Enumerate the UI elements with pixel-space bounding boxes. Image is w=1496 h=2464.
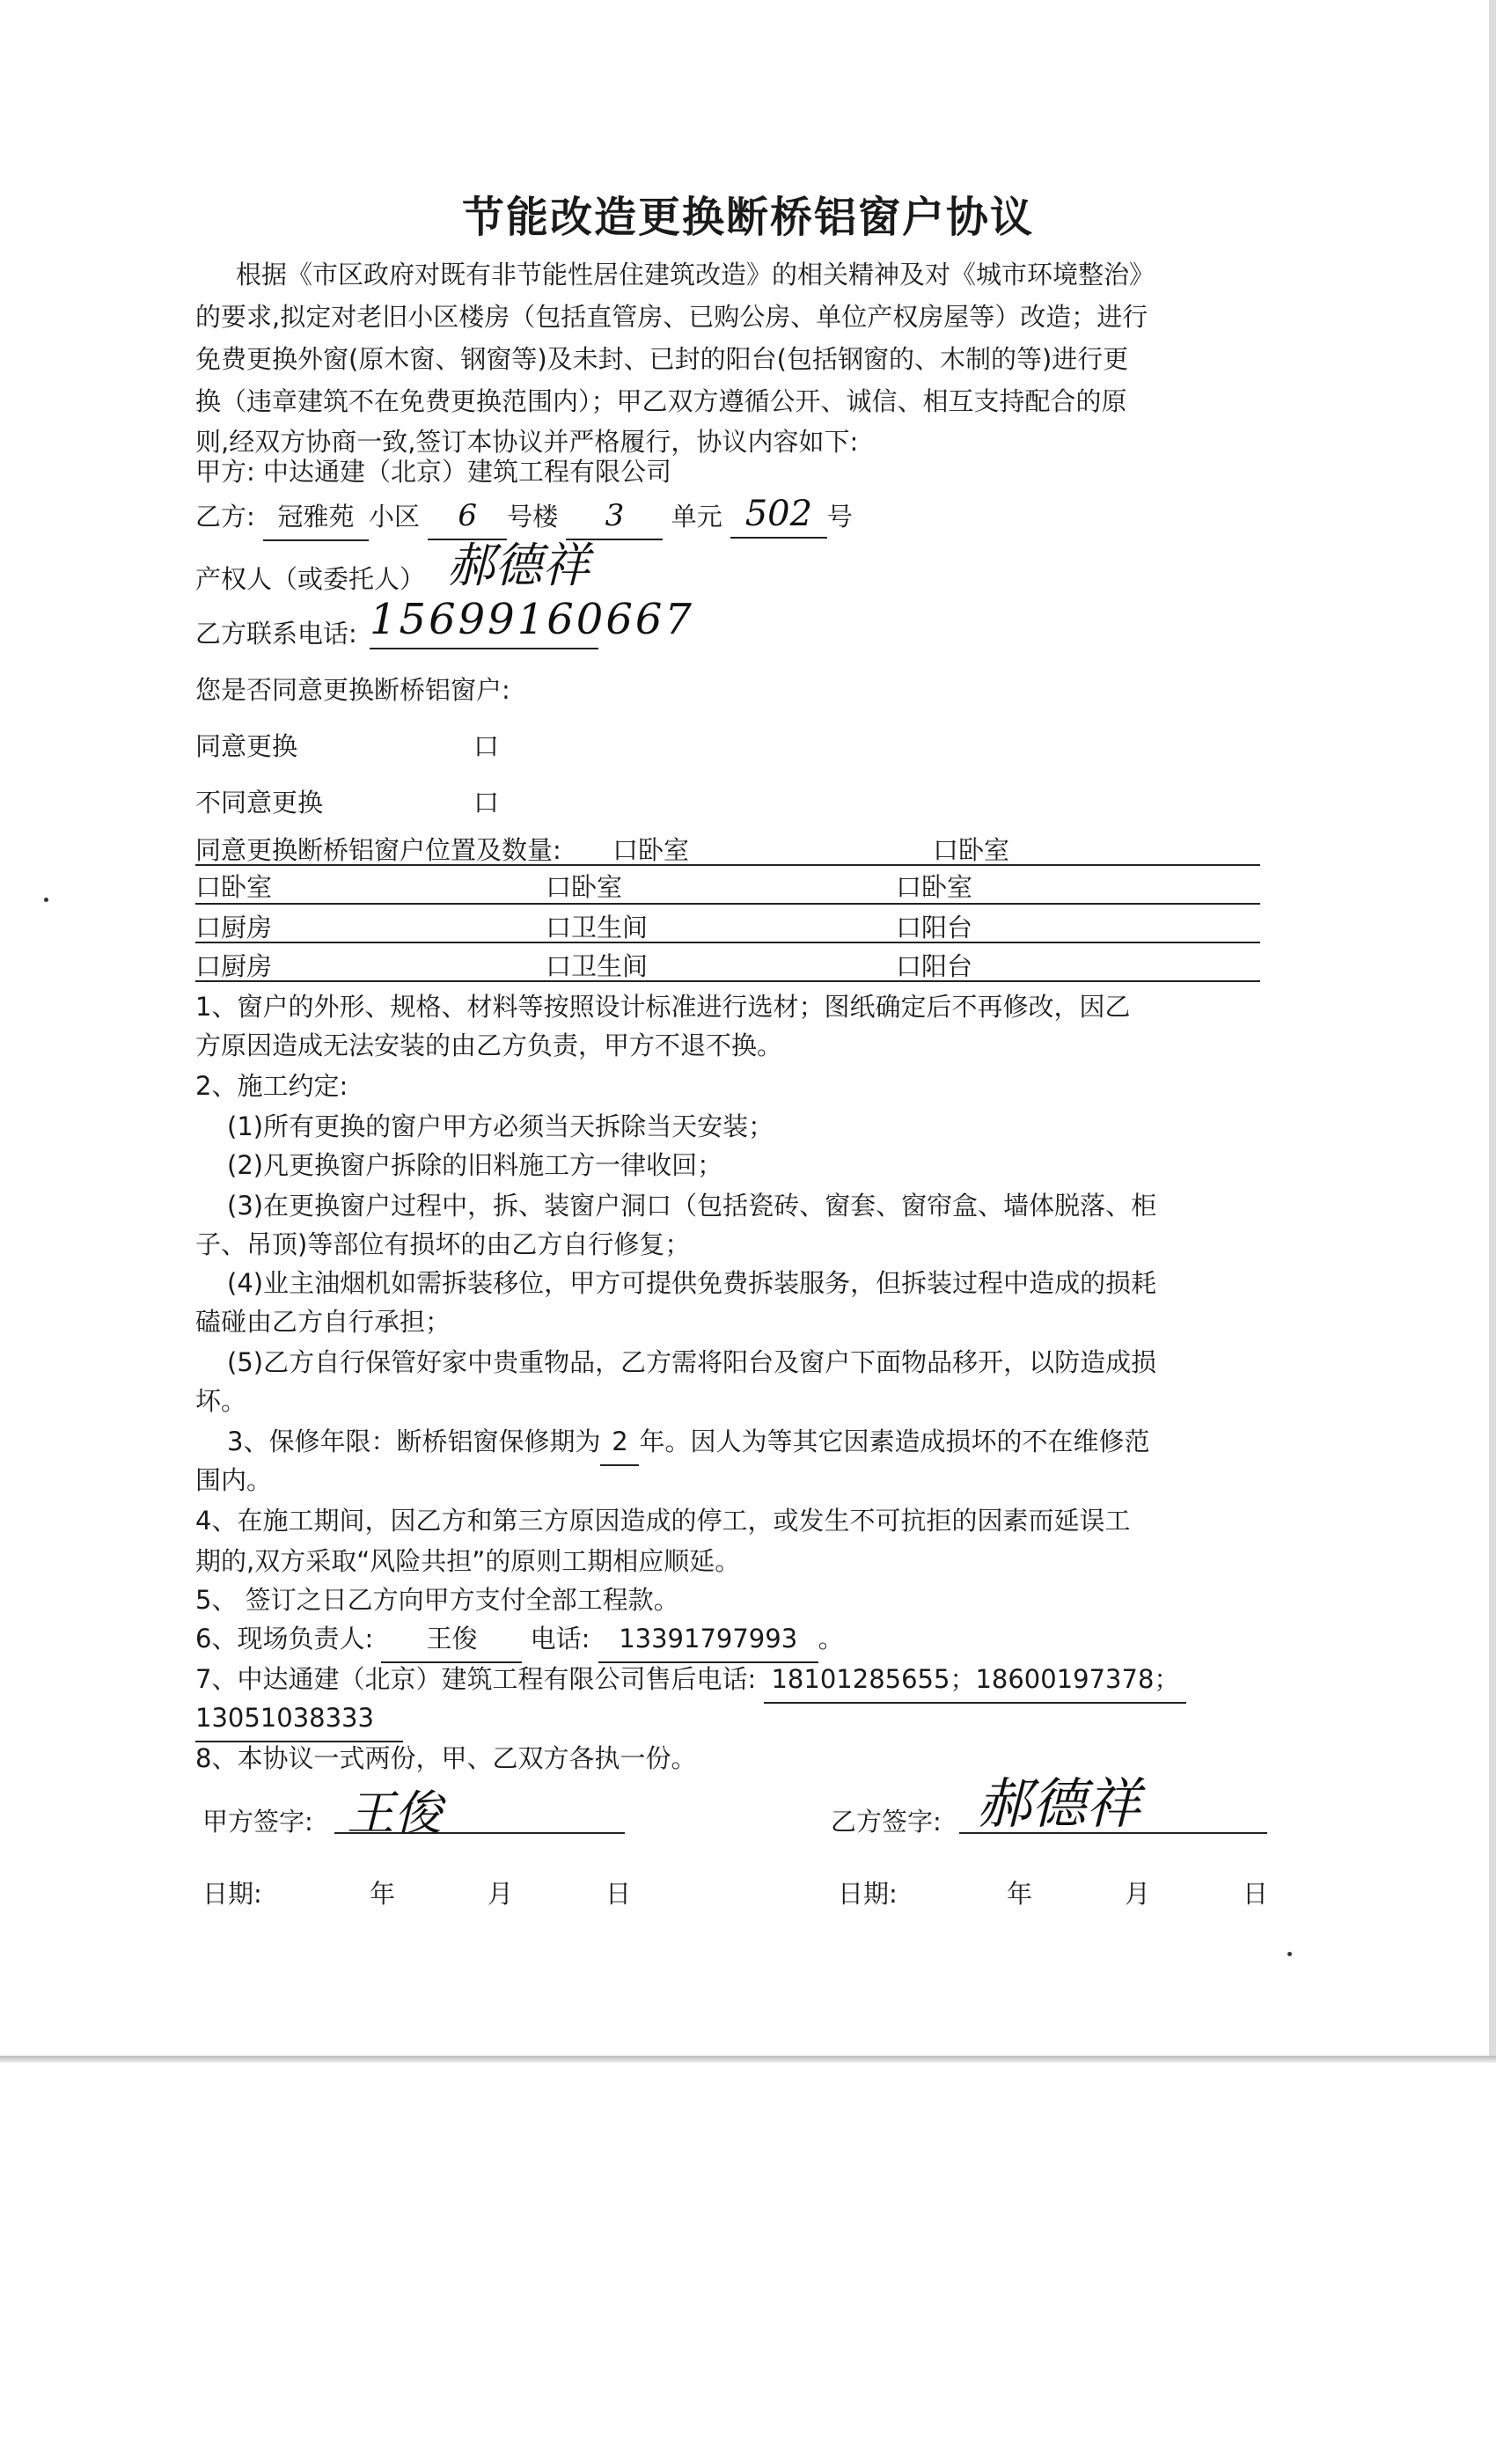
clause-6-end: 。 [818,1624,844,1654]
party-b-date-day: 日 [1243,1879,1269,1909]
room-suffix: 号 [826,502,853,532]
warranty-years: 2 [600,1419,639,1466]
clause-1-cont: 方原因造成无法安装的由乙方负责，甲方不退不换。 [195,1030,783,1060]
position-option[interactable]: 口厨房 [195,951,273,981]
party-b-date-month: 月 [1125,1879,1151,1909]
clause-2-1: (1)所有更换的窗户甲方必须当天拆除当天安装； [227,1111,774,1141]
intro-line-5: 则,经双方协商一致,签订本协议并严格履行，协议内容如下: [195,427,859,457]
community-suffix: 小区 [369,502,421,532]
disagree-label: 不同意更换 [195,788,324,818]
clause-3-pre: 3、保修年限：断桥铝窗保修期为 [227,1426,601,1456]
table-rule [195,980,1260,982]
clause-4-cont: 期的,双方采取“风险共担”的原则工期相应顺延。 [195,1546,741,1576]
position-option[interactable]: 口厨房 [195,913,273,942]
scan-speck [44,898,48,902]
party-a-date-year: 年 [370,1879,396,1909]
clause-2-3-cont: 子、吊顶)等部位有损坏的由乙方自行修复； [195,1229,691,1259]
agree-checkbox[interactable]: 口 [473,731,500,761]
position-option[interactable]: 口卧室 [933,835,1010,865]
clause-7-pre: 7、中达通建（北京）建筑工程有限公司售后电话: [195,1664,757,1694]
scan-edge-right [1489,0,1496,2063]
owner-label: 产权人（或委托人） [195,564,426,594]
clause-2-5: (5)乙方自行保管好家中贵重物品，乙方需将阳台及窗户下面物品移开，以防造成损 [227,1347,1157,1377]
clause-1: 1、窗户的外形、规格、材料等按照设计标准进行选材；图纸确定后不再修改，因乙 [195,992,1131,1022]
aftersales-phone-3: 13051038333 [195,1695,403,1742]
unit-field: 3 [566,493,663,540]
clause-2: 2、施工约定: [195,1071,348,1101]
table-rule [195,864,1260,866]
intro-line-4: 换（违章建筑不在免费更换范围内）；甲乙双方遵循公开、诚信、相互支持配合的原 [195,386,1127,416]
site-manager-name: 王俊 [381,1616,522,1663]
unit-suffix: 单元 [671,502,722,532]
table-rule [195,942,1260,943]
party-a-date-month: 月 [488,1879,514,1909]
clause-3-post: 年。因人为等其它因素造成损坏的不在维修范 [639,1426,1150,1456]
party-b-signature: 郝德祥 [977,1771,1141,1836]
clause-2-2: (2)凡更换窗户拆除的旧料施工方一律收回； [227,1150,723,1180]
room-field: 502 [730,491,827,539]
clause-2-4: (4)业主油烟机如需拆装移位，甲方可提供免费拆装服务，但拆装过程中造成的损耗 [227,1268,1157,1298]
position-option[interactable]: 口卧室 [195,872,273,902]
position-option[interactable]: 口卧室 [612,835,690,865]
party-a-sign-label: 甲方签字: [202,1807,313,1837]
site-manager-phone: 13391797993 [598,1616,818,1663]
position-option[interactable]: 口卫生间 [546,913,649,942]
clause-5: 5、 签订之日乙方向甲方支付全部工程款。 [195,1585,679,1615]
party-b-date-year: 年 [1007,1879,1033,1909]
party-b-sign-label: 乙方签字: [831,1807,942,1837]
clause-2-5-cont: 坏。 [195,1386,247,1416]
scan-speck [1287,1952,1292,1956]
clause-8: 8、本协议一式两份，甲、乙双方各执一份。 [195,1743,697,1773]
position-option[interactable]: 口卧室 [546,872,623,902]
phone-underline [370,648,598,649]
position-option[interactable]: 口阳台 [896,951,973,981]
building-field: 6 [428,493,507,540]
scan-edge-bottom [0,2056,1496,2063]
position-option[interactable]: 口卧室 [896,872,973,902]
clause-6-pre: 6、现场负责人: [195,1624,374,1654]
table-rule [195,903,1260,905]
party-a-date-day: 日 [605,1879,632,1909]
building-suffix: 号楼 [507,502,559,532]
party-b-sign-line [959,1832,1267,1834]
aftersales-phones: 18101285655；18600197378； [764,1656,1186,1704]
party-a-signature: 王俊 [347,1786,442,1841]
clause-2-3: (3)在更换窗户过程中，拆、装窗户洞口（包括瓷砖、窗套、窗帘盒、墙体脱落、柜 [227,1191,1157,1221]
page-title: 节能改造更换断桥铝窗户协议 [461,193,1034,242]
intro-line-2: 的要求,拟定对老旧小区楼房（包括直管房、已购公房、单位产权房屋等）改造；进行 [195,302,1148,332]
clause-4: 4、在施工期间，因乙方和第三方原因造成的停工，或发生不可抗拒的因素而延误工 [195,1506,1131,1536]
clause-3-cont: 围内。 [195,1465,273,1495]
owner-signature: 郝德祥 [447,538,590,593]
phone-label: 乙方联系电话: [195,619,357,649]
position-option[interactable]: 口阳台 [896,913,973,942]
agree-question: 您是否同意更换断桥铝窗户: [195,675,510,705]
party-a: 甲方: 中达通建（北京）建筑工程有限公司 [195,457,671,487]
phone-value: 15699160667 [370,595,694,644]
party-b-label: 乙方: [195,502,255,532]
clause-2-4-cont: 磕碰由乙方自行承担； [195,1307,451,1337]
intro-line-3: 免费更换外窗(原木窗、钢窗等)及未封、已封的阳台(包括钢窗的、木制的等)进行更 [195,344,1129,374]
agree-label: 同意更换 [195,731,298,761]
party-b-date-label: 日期: [838,1879,898,1909]
position-option[interactable]: 口卫生间 [546,951,649,981]
clause-3 [227,1419,1149,1466]
positions-label: 同意更换断桥铝窗户位置及数量: [195,835,561,865]
intro-line-1: 根据《市区政府对既有非节能性居住建筑改造》的相关精神及对《城市环境整治》 [236,260,1155,290]
community-field: 冠雅苑 [263,494,369,541]
party-a-date-label: 日期: [202,1879,262,1909]
clause-6-mid: 电话: [530,1624,590,1654]
disagree-checkbox[interactable]: 口 [473,788,500,818]
party-a-sign-line [334,1832,625,1834]
